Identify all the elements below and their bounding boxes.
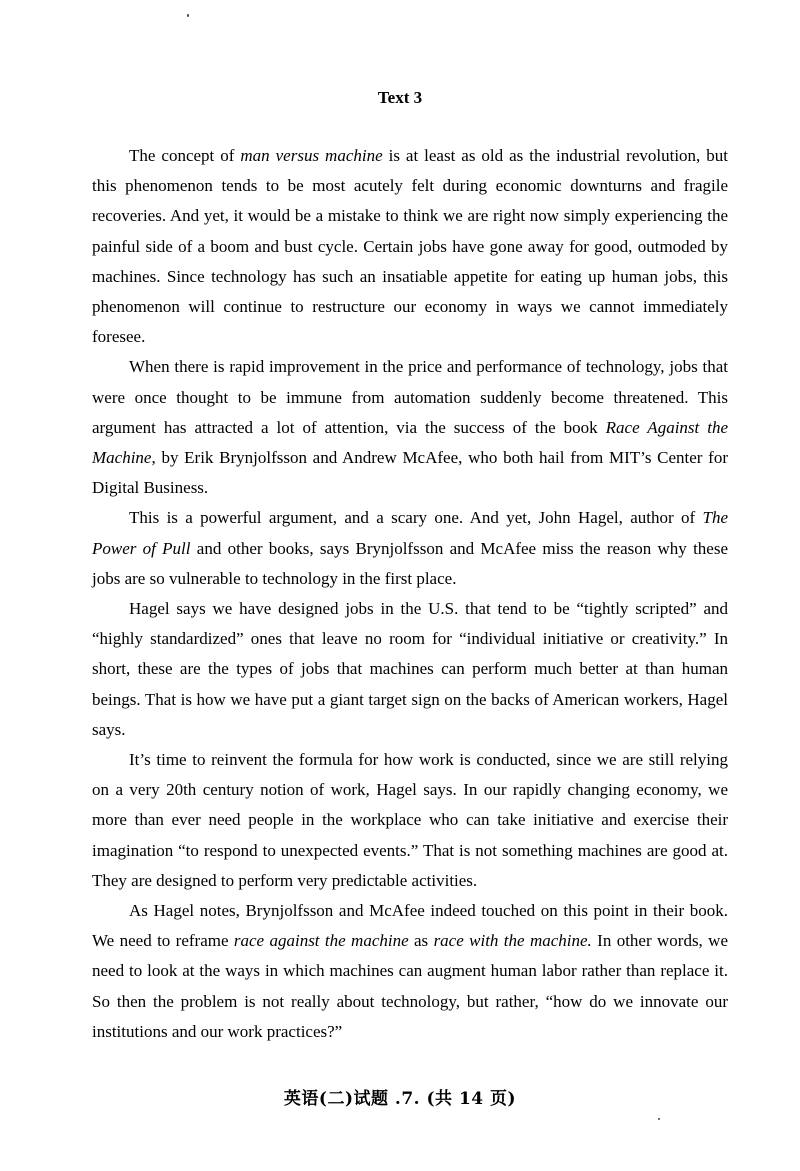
paragraph-4 <box>92 594 728 745</box>
scan-speck <box>658 1118 660 1120</box>
text-run: In other words, we need to look at the ways in which machines can augment human labor rather than replace it. So then the problem is not really about technology, but rather, “how do we innovate our institutions and our work practices?” <box>92 931 729 1041</box>
page-footer: 英语(二)试题 .7. (共 14 页) <box>283 1089 517 1109</box>
italic-phrase: race against the machine <box>233 931 409 951</box>
paragraph-2 <box>92 352 728 503</box>
paragraph-1 <box>92 141 728 352</box>
italic-phrase: man versus machine <box>240 146 383 165</box>
text-run: It’s time to reinvent the formula for how work is conducted, since we are still relying on a very 20th century notion of work, Hagel says. In our rapidly changing economy, we more than ever need people in the workplace who can take initiative and exercise their imagination “to respond to unexpected events.” That is not something machines are good at. They are designed to perform very predictable activities. <box>92 750 728 890</box>
italic-phrase: Race Against the Machine <box>92 417 728 468</box>
section-title: Text 3 <box>377 88 423 107</box>
text-run: The concept of <box>129 146 241 165</box>
text-run: This is a powerful argument, and a scary one. And yet, John Hagel, author of <box>129 508 703 528</box>
text-run: as <box>408 931 434 951</box>
text-run: and other books, says Brynjolfsson and McAfee miss the reason why these jobs are so vulnerable to technology in the first place. <box>92 538 728 588</box>
text-run: , by Erik Brynjolfsson and Andrew McAfee, who both hail from MIT’s Center for Digital Business. <box>92 448 728 498</box>
text-run: Hagel says we have designed jobs in the U.S. that tend to be “tightly scripted” and “highly standardized” ones that leave no room for “individual initiative or creativity.” In short, these are the types of jobs that machines can perform much better at than human beings. That is how we have put a giant target sign on the backs of American workers, Hagel says. <box>92 599 728 739</box>
text-run: When there is rapid improvement in the price and performance of technology, jobs that were once thought to be immune from automation suddenly become threatened. This argument has attracted a lot of attention, via the success of the book <box>92 357 728 437</box>
scan-speck <box>187 14 189 17</box>
italic-phrase: The Power of Pull <box>92 508 728 558</box>
italic-phrase: race with the machine. <box>433 931 592 951</box>
text-run: As Hagel notes, Brynjolfsson and McAfee indeed touched on this point in their book. We need to reframe <box>92 901 728 951</box>
paragraph-6 <box>92 896 728 1047</box>
text-run: is at least as old as the industrial revolution, but this phenomenon tends to be most acutely felt during economic downturns and fragile recoveries. And yet, it would be a mistake to think we are right now simply experiencing the painful side of a boom and bust cycle. Certain jobs have gone away for good, outmoded by machines. Since technology has such an insatiable appetite for eating up human jobs, this phenomenon will continue to restructure our economy in ways we cannot immediately foresee. <box>92 146 729 347</box>
passage-body <box>92 141 728 1047</box>
paragraph-3 <box>92 503 728 594</box>
paragraph-5 <box>92 745 728 896</box>
